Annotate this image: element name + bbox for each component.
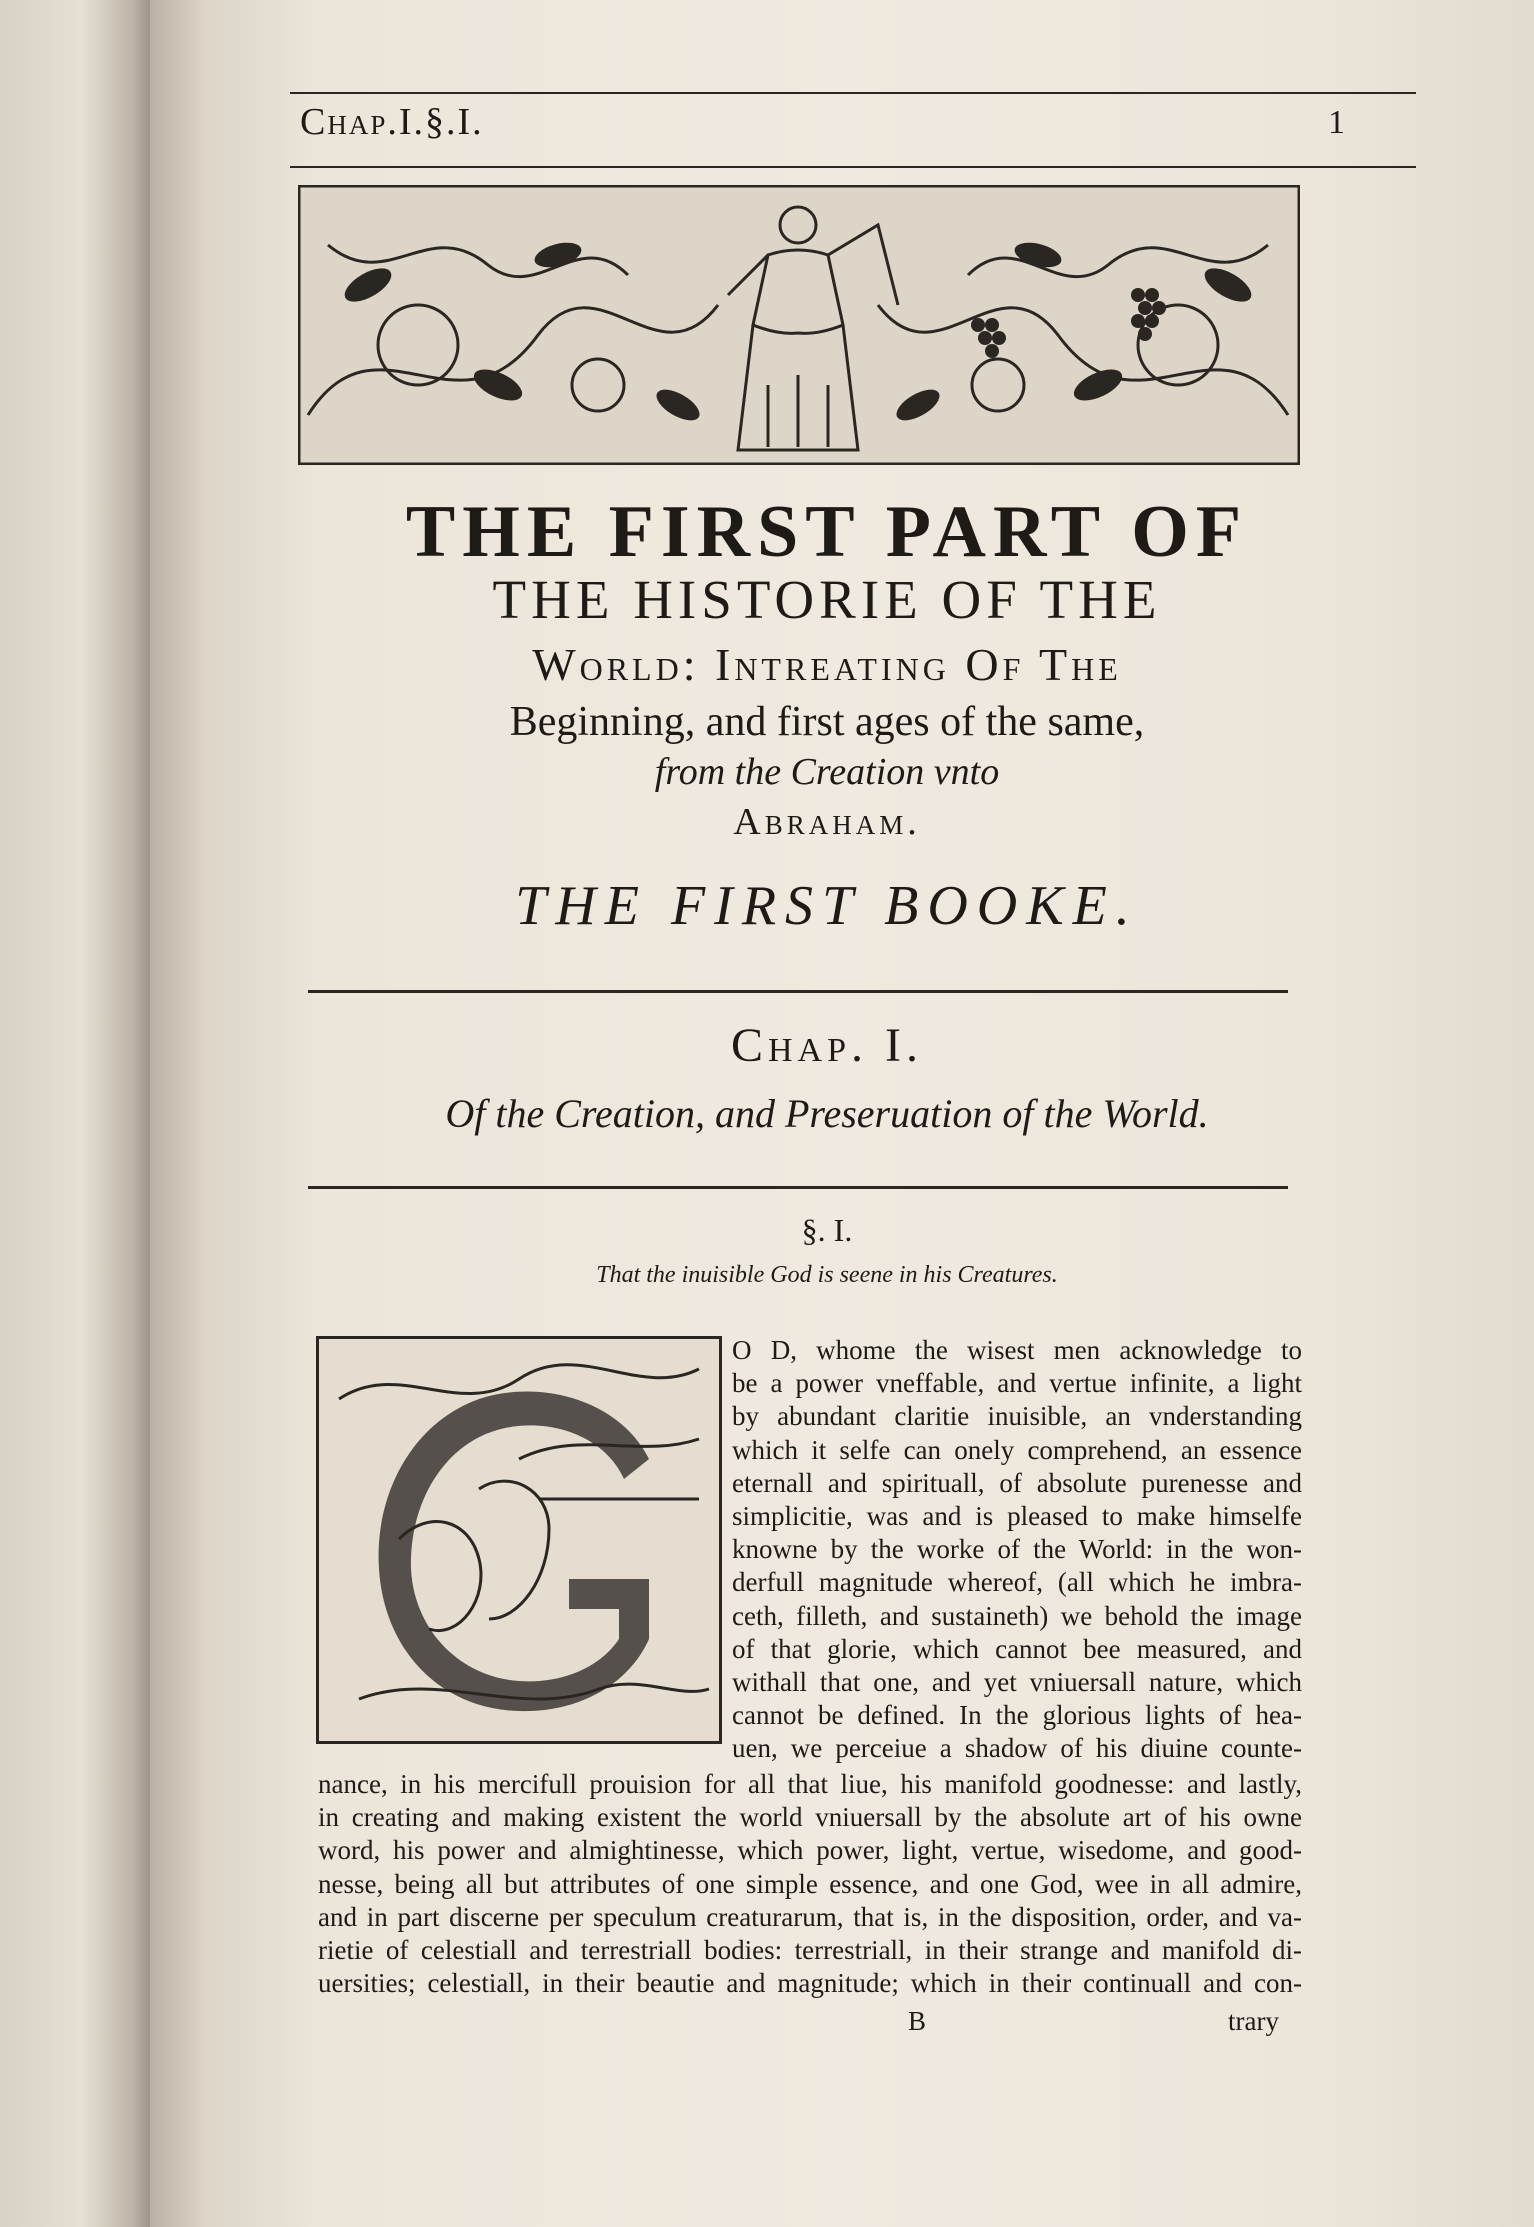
catchword: trary	[1228, 2006, 1279, 2036]
section-subtitle: That the inuisible God is seene in his Creatures.	[596, 1262, 1058, 1288]
body-line: in creating and making existent the world vniuersall by the absolute art of his owne	[318, 1802, 1302, 1833]
body-line: uen, we perceiue a shadow of his diuine counte-	[732, 1733, 1302, 1764]
body-text-full-width	[318, 1768, 1302, 2000]
signature-mark: B	[908, 2006, 927, 2036]
title-line-3: World: Intreating Of The	[532, 639, 1122, 690]
title-line-2: THE HISTORIE OF THE	[492, 569, 1162, 630]
body-line: and in part discerne per speculum creaturarum, that is, in the disposition, order, and va-	[318, 1901, 1302, 1932]
initial-woodcut	[319, 1339, 719, 1741]
title-line-6: Abraham.	[733, 801, 921, 843]
body-line: nesse, being all but attributes of one simple essence, and one God, wee in all admire,	[318, 1868, 1302, 1899]
title-line-5: from the Creation vnto	[654, 751, 1000, 793]
chapter-title: Of the Creation, and Preseruation of the World.	[445, 1091, 1209, 1136]
section-mark: §. I.	[801, 1212, 853, 1248]
running-head-top-rule	[290, 92, 1416, 94]
body-line: derfull magnitude whereof, (all which he imbra-	[732, 1567, 1302, 1598]
body-line: cannot be defined. In the glorious lights of hea-	[732, 1700, 1302, 1731]
title-line-1: THE FIRST PART OF	[405, 491, 1249, 573]
chapter-heading: Chap. I.	[730, 1019, 924, 1072]
body-line: withall that one, and yet vniuersall nature, which	[732, 1666, 1302, 1697]
body-line: of that glorie, which cannot bee measured, and	[732, 1633, 1302, 1664]
body-text-beside-initial	[732, 1334, 1302, 1765]
chapter-bottom-rule	[308, 1186, 1288, 1189]
chapter-top-rule	[308, 990, 1288, 993]
body-line: simplicitie, was and is pleased to make himselfe	[732, 1500, 1302, 1531]
body-line: by abundant claritie inuisible, an vnderstanding	[732, 1401, 1302, 1432]
running-head-chapter-ref: Chap.I.§.I.	[300, 101, 484, 143]
body-line: knowne by the worke of the World: in the won-	[732, 1534, 1302, 1565]
body-line: which it selfe can onely comprehend, an essence	[732, 1434, 1302, 1465]
book-heading: THE FIRST BOOKE.	[515, 875, 1139, 937]
body-line: ceth, filleth, and sustaineth) we behold the image	[732, 1600, 1302, 1631]
body-line: uersities; celestiall, in their beautie and magnitude; which in their continuall and con-	[318, 1968, 1302, 1999]
vine-and-figure-headpiece-icon	[298, 185, 1300, 465]
body-line: rietie of celestiall and terrestriall bodies: terrestriall, in their strange and manifold di-	[318, 1934, 1302, 1965]
historiated-initial-g-icon	[316, 1336, 722, 1744]
body-line: O D, whome the wisest men acknowledge to	[732, 1335, 1302, 1365]
body-line: eternall and spirituall, of absolute purenesse and	[732, 1467, 1302, 1498]
running-head-bottom-rule	[290, 166, 1416, 168]
body-line: word, his power and almightinesse, which power, light, vertue, wisedome, and good-	[318, 1835, 1302, 1866]
initial-letter: G	[518, 1569, 520, 1570]
page-number: 1	[1328, 104, 1345, 141]
body-line: be a power vneffable, and vertue infinite, a light	[732, 1368, 1302, 1399]
body-line: nance, in his mercifull prouision for all that liue, his manifold goodnesse: and lastly,	[318, 1769, 1302, 1799]
title-line-4: Beginning, and first ages of the same,	[509, 699, 1145, 745]
